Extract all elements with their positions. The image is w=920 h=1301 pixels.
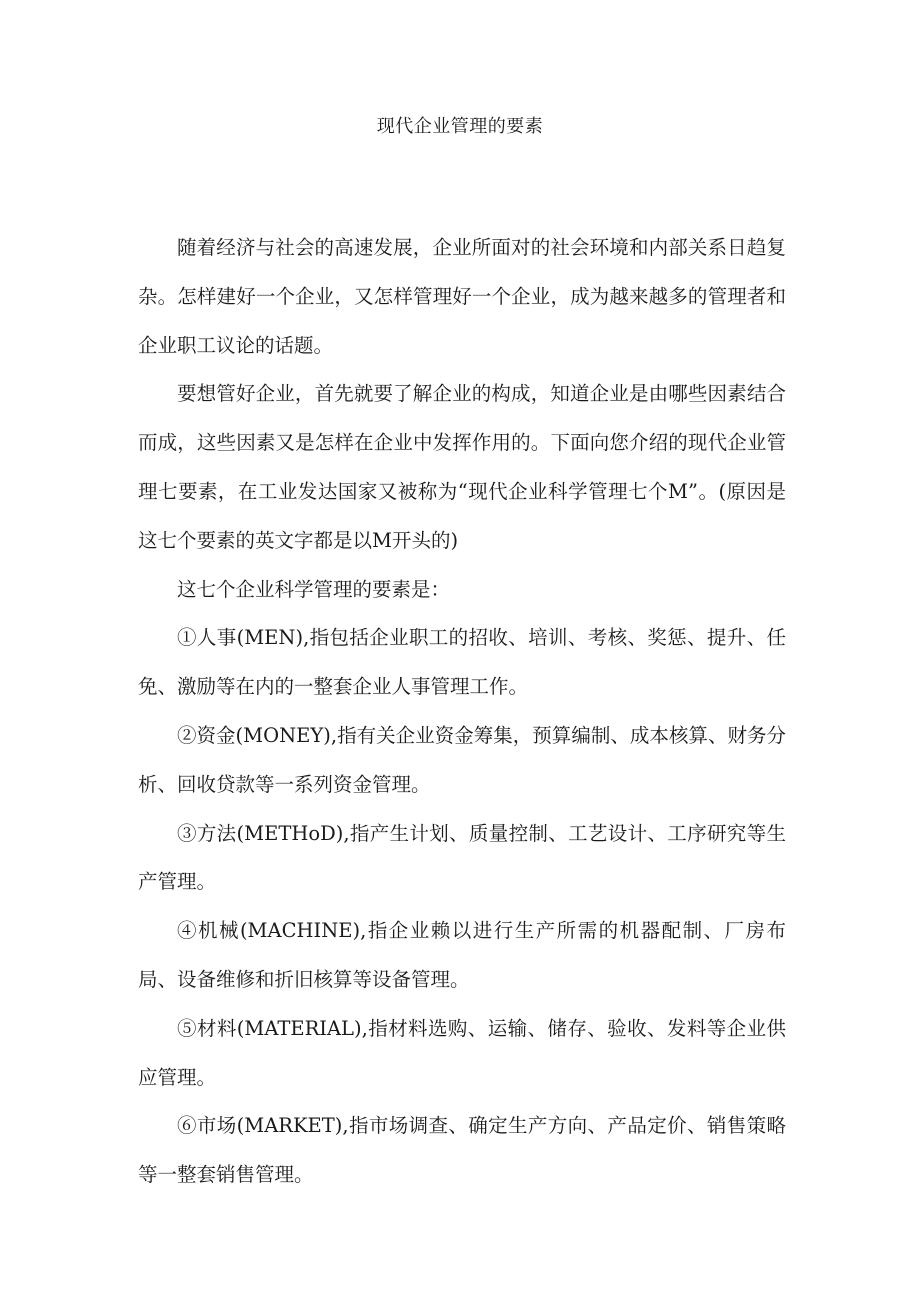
paragraph-composition: 要想管好企业，首先就要了解企业的构成，知道企业是由哪些因素结合而成，这些因素又是怎样在企业中发挥作用的。下面向您介绍的现代企业管理七要素，在工业发达国家又被称为“现代企业科学管理七个M”。(原因是这七个要素的英文字都是以M开头的) <box>138 382 786 552</box>
paragraph-market: ⑥市场(MARKET),指市场调查、确定生产方向、产品定价、销售策略等一整套销售管理。 <box>138 1114 786 1187</box>
paragraph-machine: ④机械(MACHINE),指企业赖以进行生产所需的机器配制、厂房布局、设备维修和折旧核算等设备管理。 <box>138 919 786 991</box>
document-body <box>138 224 786 1200</box>
paragraph-intro: 随着经济与社会的高速发展，企业所面对的社会环境和内部关系日趋复杂。怎样建好一个企业，又怎样管理好一个企业，成为越来越多的管理者和企业职工议论的话题。 <box>138 236 786 357</box>
paragraph-men: ①人事(MEN),指包括企业职工的招收、培训、考核、奖惩、提升、任免、激励等在内的一整套企业人事管理工作。 <box>138 626 786 699</box>
paragraph-material: ⑤材料(MATERIAL),指材料选购、运输、储存、验收、发料等企业供应管理。 <box>138 1016 786 1089</box>
document-title: 现代企业管理的要素 <box>376 116 544 137</box>
paragraph-elements-heading: 这七个企业科学管理的要素是： <box>177 577 451 601</box>
paragraph-method: ③方法(METHoD),指产生计划、质量控制、工艺设计、工序研究等生产管理。 <box>138 821 786 894</box>
paragraph-money: ②资金(MONEY),指有关企业资金筹集，预算编制、成本核算、财务分析、回收贷款等一系列资金管理。 <box>138 723 786 796</box>
